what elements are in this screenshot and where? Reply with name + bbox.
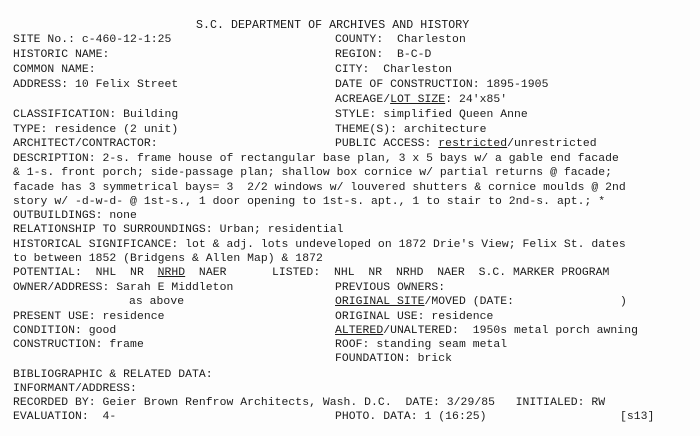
- unaltered-value: /UNALTERED: 1950s metal porch awning: [383, 325, 638, 337]
- moved-date-close: ): [620, 296, 627, 308]
- lot-size-label: LOT SIZE: [390, 94, 446, 106]
- classification: CLASSIFICATION: Building: [13, 109, 179, 121]
- altered-unaltered: [335, 325, 638, 338]
- listed: LISTED: NHL NR NRHD NAER S.C. MARKER PROGRAM: [272, 267, 610, 279]
- potential: [13, 267, 226, 280]
- photo-data: PHOTO. DATA: 1 (16:25): [335, 411, 487, 423]
- themes: THEME(S): architecture: [335, 124, 487, 136]
- construction: CONSTRUCTION: frame: [13, 339, 144, 351]
- description-line: facade has 3 symmetrical bays= 3 2/2 windows w/ louvered shutters & cornice moulds @ 2nd: [13, 182, 626, 194]
- architect-contractor: ARCHITECT/CONTRACTOR:: [13, 138, 158, 150]
- owner-address: OWNER/ADDRESS: Sarah E Middleton: [13, 282, 234, 294]
- public-access-label: PUBLIC ACCESS:: [335, 138, 439, 150]
- bibliographic-data: BIBLIOGRAPHIC & RELATED DATA:: [13, 369, 213, 381]
- card-header: S.C. DEPARTMENT OF ARCHIVES AND HISTORY: [196, 19, 470, 32]
- public-access-unrestricted: /unrestricted: [507, 138, 597, 150]
- moved-date-label: /MOVED (DATE:: [424, 296, 515, 308]
- city: CITY: Charleston: [335, 64, 453, 76]
- description-line: story w/ -d-w-d- @ 1st-s., 1 door opening to 1st-s. apt., 1 to stair to 2nd-s. apt.; *: [13, 196, 606, 208]
- common-name: COMMON NAME:: [13, 64, 96, 76]
- public-access: [335, 138, 597, 151]
- description-line: DESCRIPTION: 2-s. frame house of rectangular base plan, 3 x 5 bays w/ a gable end facade: [13, 153, 619, 165]
- style: STYLE: simplified Queen Anne: [335, 109, 528, 121]
- type: TYPE: residence (2 unit): [13, 124, 179, 136]
- evaluation: EVALUATION: 4-: [13, 411, 117, 423]
- sheet-reference: [s13]: [620, 411, 655, 423]
- owner-address-line2: as above: [129, 296, 185, 308]
- relationship-to-surroundings: RELATIONSHIP TO SURROUNDINGS: Urban; residential: [13, 224, 344, 236]
- historical-significance-line: HISTORICAL SIGNIFICANCE: lot & adj. lots undeveloped on 1872 Drie's View; Felix St. dates: [13, 239, 626, 251]
- site-number: SITE No.: c-460-12-1:25: [13, 34, 172, 46]
- foundation: FOUNDATION: brick: [335, 353, 453, 365]
- historical-significance-line: to between 1852 (Bridgens & Allen Map) & 1872: [13, 253, 323, 265]
- original-site-label: ORIGINAL SITE: [335, 296, 425, 308]
- previous-owners: PREVIOUS OWNERS:: [335, 282, 446, 294]
- historic-name: HISTORIC NAME:: [13, 49, 110, 61]
- roof: ROOF: standing seam metal: [335, 339, 508, 351]
- outbuildings: OUTBUILDINGS: none: [13, 210, 137, 222]
- potential-nrhd: NRHD: [157, 267, 186, 279]
- date-of-construction: DATE OF CONSTRUCTION: 1895-1905: [335, 79, 549, 91]
- county: COUNTY: Charleston: [335, 34, 466, 46]
- informant-address: INFORMANT/ADDRESS:: [13, 383, 137, 395]
- recorded-by: RECORDED BY: Geier Brown Renfrow Architects, Wash. D.C. DATE: 3/29/85 INITIALED: RW: [13, 397, 606, 409]
- description-line: & 1-s. front porch; side-passage plan; shallow box cornice w/ partial returns @ facade;: [13, 167, 613, 179]
- lot-size-value: : 24'x85': [445, 94, 508, 106]
- potential-label: POTENTIAL: NHL NR: [13, 267, 158, 279]
- address: ADDRESS: 10 Felix Street: [13, 79, 179, 91]
- condition: CONDITION: good: [13, 325, 117, 337]
- altered-label: ALTERED: [335, 325, 384, 337]
- acreage-lot-size: [335, 94, 507, 107]
- acreage-label: ACREAGE/: [335, 94, 391, 106]
- region: REGION: B-C-D: [335, 49, 432, 61]
- public-access-restricted: restricted: [438, 138, 508, 150]
- original-use: ORIGINAL USE: residence: [335, 311, 494, 323]
- present-use: PRESENT USE: residence: [13, 311, 165, 323]
- potential-naer: NAER: [185, 267, 227, 279]
- original-site-moved: [335, 296, 514, 309]
